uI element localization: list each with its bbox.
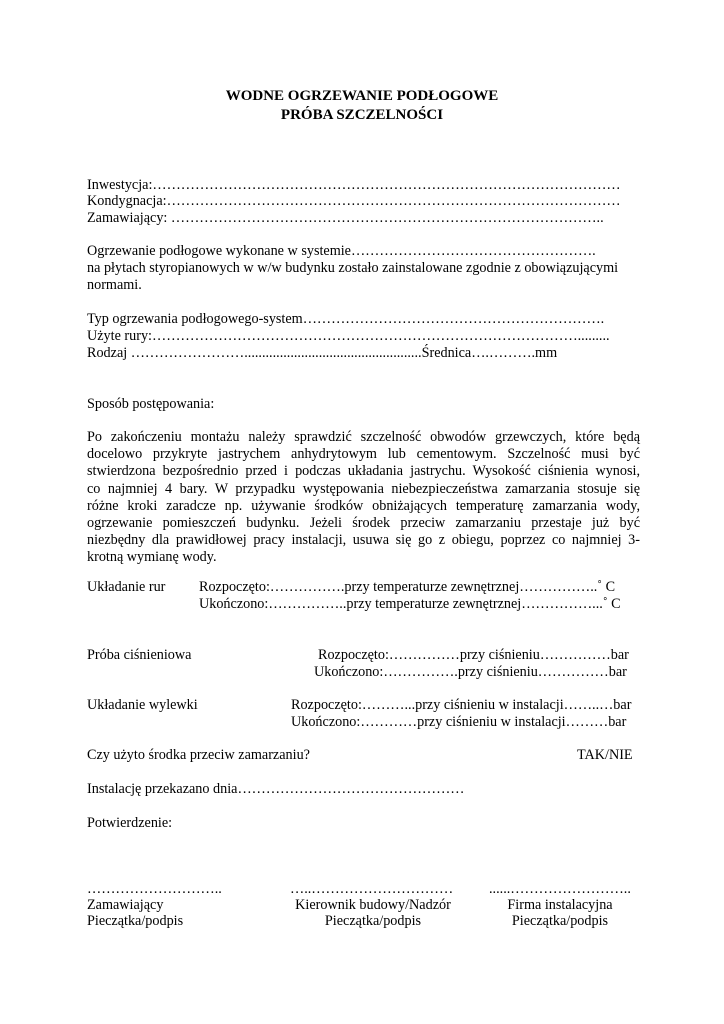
title-line-2: PRÓBA SZCZELNOŚCI <box>280 107 444 123</box>
handover-field: Instalację przekazano dnia………………………………………… <box>87 781 465 797</box>
signature-line: ......…………………….. <box>489 881 631 897</box>
procedure-paragraph <box>87 429 640 567</box>
procedure-line: niezbędny dla prawidłowej pracy instalacji, usuwa się go z obiegu, poprzez co najmniej 3- <box>87 532 640 549</box>
signature-role: Kierownik budowy/Nadzór <box>295 897 451 913</box>
heating-type-field: Typ ogrzewania podłogowego-system………………………………………………………. <box>87 311 605 327</box>
signature-line: …..………………………… <box>290 881 454 897</box>
pressure-test-label: Próba ciśnieniowa <box>87 647 192 663</box>
procedure-line: Po zakończeniu montażu należy sprawdzić szczelność obwodów grzewczych, które będą <box>87 429 640 445</box>
screed-label: Układanie wylewki <box>87 697 198 713</box>
type-diameter-field: Rodzaj ……………………..................................................Średnica….……….mm <box>87 345 558 361</box>
procedure-heading: Sposób postępowania: <box>87 396 215 412</box>
procedure-line: krotną wymianę wody. <box>87 549 217 566</box>
procedure-line: różne kroki zaradcze np. używanie środków obniżających temperaturę zamarzania wody, <box>87 497 640 514</box>
confirmation-label: Potwierdzenie: <box>87 815 173 831</box>
pressure-test-started: Rozpoczęto:……………przy ciśnieniu……………bar <box>318 647 629 663</box>
procedure-line: stwierdzona bezpośrednio przed i podczas układania jastrychu. Wysokość ciśnienia wynosi, <box>87 463 640 480</box>
pipe-laying-started: Rozpoczęto:…………….przy temperaturze zewnętrznej……………..˚ C <box>199 579 616 595</box>
system-line-2: na płytach styropianowych w w/w budynku zostało zainstalowane zgodnie z obowiązującymi <box>87 260 619 276</box>
pipe-laying-finished: Ukończono:……………..przy temperaturze zewnętrznej……………...˚ C <box>199 596 621 612</box>
signature-role: Firma instalacyjna <box>507 897 613 913</box>
storey-field: Kondygnacja:…………………………………………………………………………………… <box>87 193 621 209</box>
procedure-line: docelowo przykryte jastrychem anhydrytowym lub cementowym. Szczelność musi być <box>87 446 640 463</box>
investment-field: Inwestycja:……………………………………………………………………………………… <box>87 177 621 193</box>
screed-finished: Ukończono:…………przy ciśnieniu w instalacji………bar <box>291 714 627 730</box>
antifreeze-question: Czy użyto środka przeciw zamarzaniu? <box>87 747 310 763</box>
screed-started: Rozpoczęto:………...przy ciśnieniu w instalacji……..…bar <box>291 697 632 713</box>
signature-role: Zamawiający <box>87 897 164 913</box>
pipes-used-field: Użyte rury:………………………………………………………………………………......... <box>87 328 610 344</box>
pressure-test-finished: Ukończono:…………….przy ciśnieniu……………bar <box>314 664 627 680</box>
signature-stamp: Pieczątka/podpis <box>324 913 422 929</box>
antifreeze-answer: TAK/NIE <box>577 747 633 763</box>
procedure-line: ogrzewanie pomieszczeń budynku. Jeżeli środek przeciw zamarzaniu przestaje już być <box>87 514 640 531</box>
system-line-1: Ogrzewanie podłogowe wykonane w systemie……………………………………………. <box>87 243 596 259</box>
pipe-laying-label: Układanie rur <box>87 579 166 595</box>
signature-stamp: Pieczątka/podpis <box>511 913 609 929</box>
procedure-line: co najmniej 4 bary. W przypadku występowania niebezpieczeństwa zamarzania stosuje się <box>87 480 640 497</box>
signature-stamp: Pieczątka/podpis <box>87 913 184 929</box>
title-line-1: WODNE OGRZEWANIE PODŁOGOWE <box>225 88 499 104</box>
signature-line: ……………………….. <box>87 881 222 897</box>
system-line-3: normami. <box>87 277 142 293</box>
client-field: Zamawiający: ……………………………………………………………………………….. <box>87 210 604 226</box>
